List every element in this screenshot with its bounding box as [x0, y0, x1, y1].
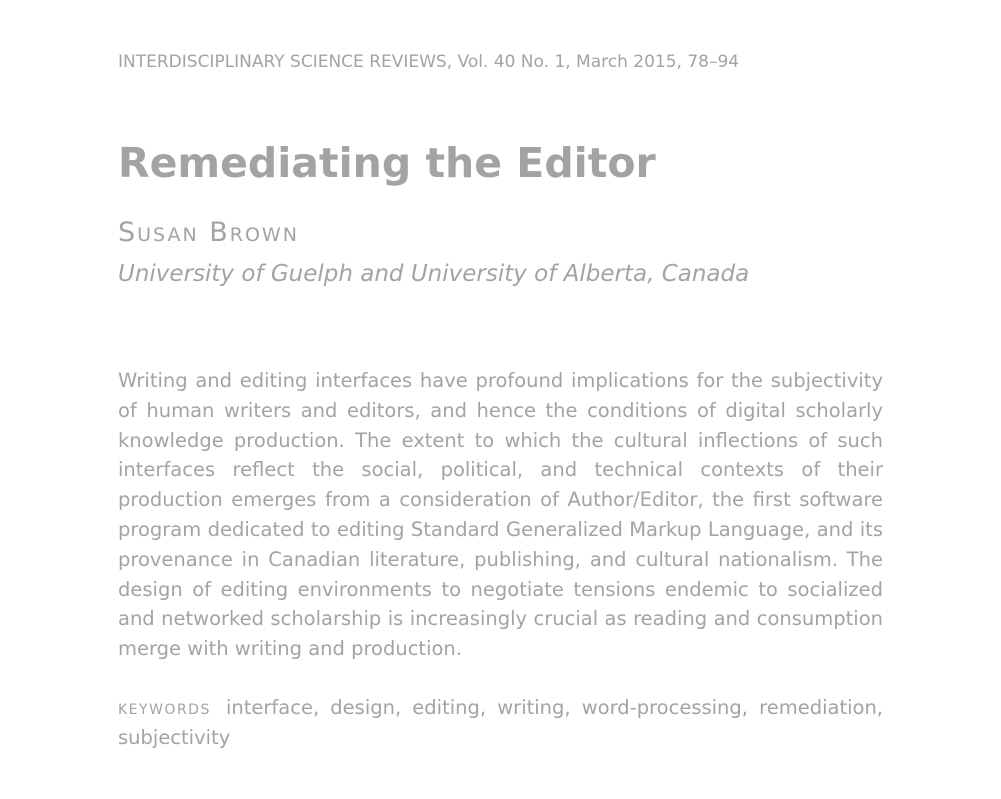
author-affiliation: University of Guelph and University of Alberta, Canada [118, 261, 750, 287]
keywords-list: interface, design, editing, writing, word-processing, remediation, subjectivity [118, 696, 883, 749]
keywords-label: keywords [118, 696, 211, 719]
article-title: Remediating the Editor [118, 139, 656, 187]
journal-citation: INTERDISCIPLINARY SCIENCE REVIEWS, Vol. 40 No. 1, March 2015, 78–94 [118, 52, 740, 72]
abstract-text: Writing and editing interfaces have profound implications for the subjectivity of human writers and editors, and hence the conditions of digital scholarly knowledge production. The extent to which the cultural inflections of such interfaces reflect the social, political, and technical contexts of their production emerges from a consideration of Author/Editor, the first software program dedicated to editing Standard Generalized Markup Language, and its provenance in Canadian literature, publishing, and cultural nationalism. The design of editing environments to negotiate tensions endemic to socialized and networked scholarship is increasingly crucial as reading and consumption merge with writing and production. [118, 369, 883, 661]
keywords-line [118, 693, 883, 752]
author-name: Susan Brown [118, 217, 299, 248]
